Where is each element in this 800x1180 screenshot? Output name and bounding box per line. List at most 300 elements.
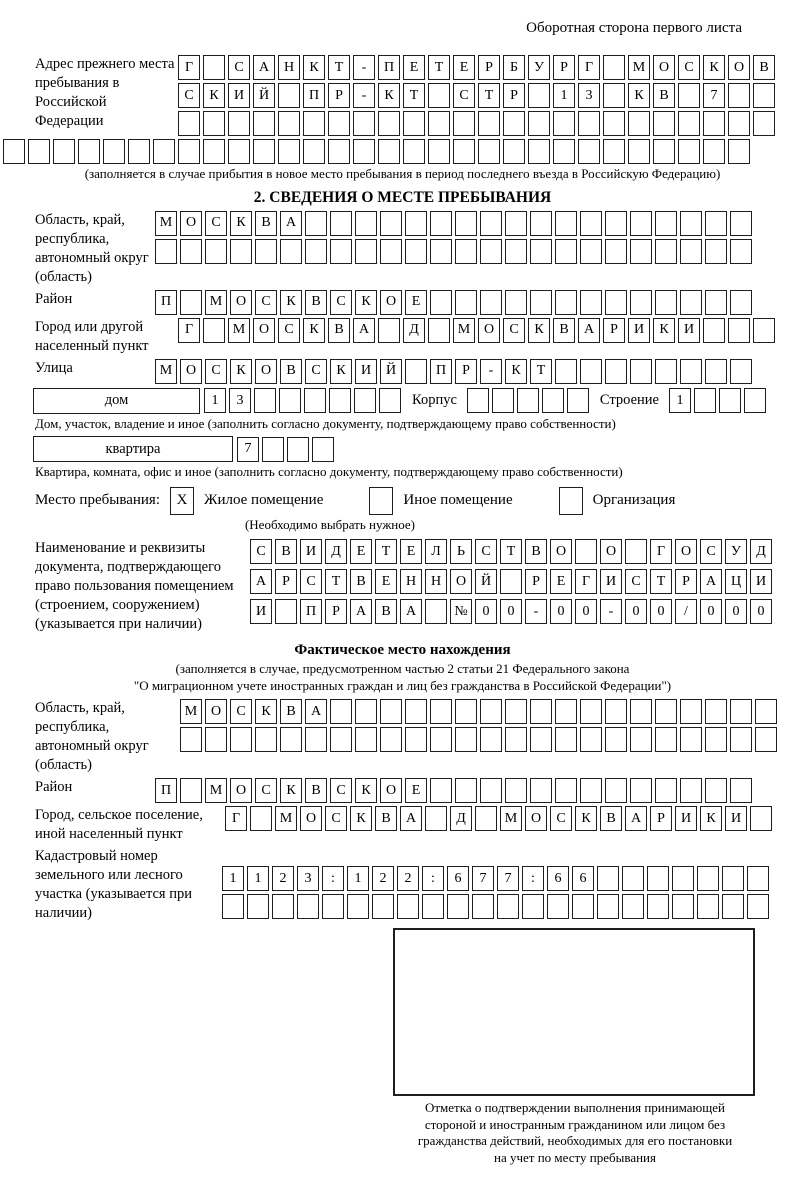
- char-cell[interactable]: [630, 699, 652, 724]
- char-cell[interactable]: [603, 55, 625, 80]
- char-cell[interactable]: [655, 239, 677, 264]
- char-cell[interactable]: Е: [453, 55, 475, 80]
- char-cell[interactable]: И: [675, 806, 697, 831]
- char-cell[interactable]: С: [228, 55, 250, 80]
- char-cell[interactable]: [354, 388, 376, 413]
- char-cell[interactable]: [203, 55, 225, 80]
- char-cell[interactable]: К: [378, 83, 400, 108]
- char-cell[interactable]: А: [350, 599, 372, 624]
- organizatsiya-checkbox[interactable]: [559, 487, 583, 515]
- char-cell[interactable]: [603, 139, 625, 164]
- char-cell[interactable]: Д: [450, 806, 472, 831]
- char-cell[interactable]: С: [255, 290, 277, 315]
- char-cell[interactable]: Р: [275, 569, 297, 594]
- char-cell[interactable]: 1: [553, 83, 575, 108]
- char-cell[interactable]: [247, 894, 269, 919]
- char-cell[interactable]: 1: [247, 866, 269, 891]
- char-cell[interactable]: Т: [650, 569, 672, 594]
- char-cell[interactable]: С: [325, 806, 347, 831]
- char-cell[interactable]: К: [700, 806, 722, 831]
- char-cell[interactable]: Б: [503, 55, 525, 80]
- char-cell[interactable]: 7: [497, 866, 519, 891]
- char-cell[interactable]: [230, 239, 252, 264]
- char-cell[interactable]: :: [322, 866, 344, 891]
- char-cell[interactable]: [205, 239, 227, 264]
- char-cell[interactable]: [322, 894, 344, 919]
- char-cell[interactable]: [255, 239, 277, 264]
- char-cell[interactable]: [380, 727, 402, 752]
- char-cell[interactable]: С: [330, 778, 352, 803]
- char-cell[interactable]: 7: [472, 866, 494, 891]
- char-cell[interactable]: И: [600, 569, 622, 594]
- char-cell[interactable]: [655, 699, 677, 724]
- char-cell[interactable]: У: [725, 539, 747, 564]
- char-cell[interactable]: [425, 599, 447, 624]
- char-cell[interactable]: [153, 139, 175, 164]
- char-cell[interactable]: [605, 778, 627, 803]
- char-cell[interactable]: П: [155, 290, 177, 315]
- char-cell[interactable]: [678, 139, 700, 164]
- char-cell[interactable]: М: [180, 699, 202, 724]
- char-cell[interactable]: [455, 727, 477, 752]
- char-cell[interactable]: [378, 111, 400, 136]
- char-cell[interactable]: [372, 894, 394, 919]
- char-cell[interactable]: [655, 211, 677, 236]
- char-cell[interactable]: К: [653, 318, 675, 343]
- char-cell[interactable]: :: [422, 866, 444, 891]
- char-cell[interactable]: [705, 699, 727, 724]
- char-cell[interactable]: С: [205, 359, 227, 384]
- char-cell[interactable]: [422, 894, 444, 919]
- char-cell[interactable]: М: [155, 359, 177, 384]
- char-cell[interactable]: К: [505, 359, 527, 384]
- char-cell[interactable]: [719, 388, 741, 413]
- char-cell[interactable]: [572, 894, 594, 919]
- char-cell[interactable]: [480, 290, 502, 315]
- char-cell[interactable]: [630, 778, 652, 803]
- char-cell[interactable]: /: [675, 599, 697, 624]
- char-cell[interactable]: В: [375, 599, 397, 624]
- char-cell[interactable]: [575, 539, 597, 564]
- char-cell[interactable]: [505, 290, 527, 315]
- char-cell[interactable]: О: [230, 290, 252, 315]
- char-cell[interactable]: [553, 111, 575, 136]
- char-cell[interactable]: [503, 139, 525, 164]
- char-cell[interactable]: [405, 239, 427, 264]
- char-cell[interactable]: Т: [478, 83, 500, 108]
- char-cell[interactable]: О: [180, 359, 202, 384]
- char-cell[interactable]: О: [380, 290, 402, 315]
- char-cell[interactable]: [622, 894, 644, 919]
- char-cell[interactable]: А: [400, 806, 422, 831]
- char-cell[interactable]: [353, 139, 375, 164]
- char-cell[interactable]: К: [255, 699, 277, 724]
- char-cell[interactable]: Д: [325, 539, 347, 564]
- char-cell[interactable]: [503, 111, 525, 136]
- char-cell[interactable]: Р: [455, 359, 477, 384]
- char-cell[interactable]: Й: [380, 359, 402, 384]
- char-cell[interactable]: 6: [572, 866, 594, 891]
- char-cell[interactable]: [430, 699, 452, 724]
- char-cell[interactable]: Е: [405, 778, 427, 803]
- char-cell[interactable]: [492, 388, 514, 413]
- char-cell[interactable]: 0: [700, 599, 722, 624]
- char-cell[interactable]: [730, 778, 752, 803]
- char-cell[interactable]: [405, 727, 427, 752]
- char-cell[interactable]: [705, 290, 727, 315]
- char-cell[interactable]: [555, 211, 577, 236]
- char-cell[interactable]: [603, 111, 625, 136]
- char-cell[interactable]: [747, 894, 769, 919]
- char-cell[interactable]: [505, 778, 527, 803]
- char-cell[interactable]: [744, 388, 766, 413]
- char-cell[interactable]: О: [230, 778, 252, 803]
- char-cell[interactable]: [597, 894, 619, 919]
- char-cell[interactable]: М: [453, 318, 475, 343]
- char-cell[interactable]: [517, 388, 539, 413]
- char-cell[interactable]: [703, 139, 725, 164]
- char-cell[interactable]: [180, 239, 202, 264]
- char-cell[interactable]: К: [230, 359, 252, 384]
- char-cell[interactable]: Р: [328, 83, 350, 108]
- char-cell[interactable]: 7: [703, 83, 725, 108]
- char-cell[interactable]: [480, 211, 502, 236]
- char-cell[interactable]: О: [253, 318, 275, 343]
- char-cell[interactable]: [430, 211, 452, 236]
- char-cell[interactable]: [522, 894, 544, 919]
- char-cell[interactable]: Т: [530, 359, 552, 384]
- char-cell[interactable]: П: [378, 55, 400, 80]
- char-cell[interactable]: К: [355, 778, 377, 803]
- char-cell[interactable]: М: [205, 290, 227, 315]
- char-cell[interactable]: 1: [222, 866, 244, 891]
- char-cell[interactable]: [480, 778, 502, 803]
- char-cell[interactable]: [405, 211, 427, 236]
- char-cell[interactable]: А: [305, 699, 327, 724]
- char-cell[interactable]: [397, 894, 419, 919]
- char-cell[interactable]: 3: [229, 388, 251, 413]
- char-cell[interactable]: [128, 139, 150, 164]
- char-cell[interactable]: В: [275, 539, 297, 564]
- char-cell[interactable]: Т: [325, 569, 347, 594]
- char-cell[interactable]: [730, 211, 752, 236]
- char-cell[interactable]: П: [155, 778, 177, 803]
- char-cell[interactable]: [555, 699, 577, 724]
- char-cell[interactable]: [728, 139, 750, 164]
- char-cell[interactable]: С: [700, 539, 722, 564]
- char-cell[interactable]: А: [700, 569, 722, 594]
- char-cell[interactable]: [505, 211, 527, 236]
- char-cell[interactable]: С: [278, 318, 300, 343]
- char-cell[interactable]: [305, 239, 327, 264]
- char-cell[interactable]: [730, 290, 752, 315]
- char-cell[interactable]: [580, 239, 602, 264]
- char-cell[interactable]: К: [528, 318, 550, 343]
- char-cell[interactable]: М: [228, 318, 250, 343]
- char-cell[interactable]: Р: [525, 569, 547, 594]
- char-cell[interactable]: [755, 727, 777, 752]
- char-cell[interactable]: Ь: [450, 539, 472, 564]
- char-cell[interactable]: К: [575, 806, 597, 831]
- char-cell[interactable]: [680, 290, 702, 315]
- char-cell[interactable]: [353, 111, 375, 136]
- char-cell[interactable]: 2: [372, 866, 394, 891]
- char-cell[interactable]: О: [525, 806, 547, 831]
- char-cell[interactable]: [605, 290, 627, 315]
- char-cell[interactable]: О: [675, 539, 697, 564]
- char-cell[interactable]: [430, 239, 452, 264]
- char-cell[interactable]: И: [628, 318, 650, 343]
- char-cell[interactable]: [380, 211, 402, 236]
- char-cell[interactable]: 0: [725, 599, 747, 624]
- char-cell[interactable]: [605, 239, 627, 264]
- char-cell[interactable]: В: [753, 55, 775, 80]
- char-cell[interactable]: [255, 727, 277, 752]
- char-cell[interactable]: О: [255, 359, 277, 384]
- char-cell[interactable]: 0: [750, 599, 772, 624]
- char-cell[interactable]: [703, 318, 725, 343]
- char-cell[interactable]: Е: [550, 569, 572, 594]
- char-cell[interactable]: [547, 894, 569, 919]
- char-cell[interactable]: К: [628, 83, 650, 108]
- char-cell[interactable]: М: [500, 806, 522, 831]
- char-cell[interactable]: 3: [297, 866, 319, 891]
- char-cell[interactable]: [329, 388, 351, 413]
- char-cell[interactable]: [750, 806, 772, 831]
- char-cell[interactable]: К: [355, 290, 377, 315]
- char-cell[interactable]: [475, 806, 497, 831]
- char-cell[interactable]: [403, 111, 425, 136]
- char-cell[interactable]: [330, 727, 352, 752]
- char-cell[interactable]: А: [280, 211, 302, 236]
- char-cell[interactable]: Е: [350, 539, 372, 564]
- char-cell[interactable]: [755, 699, 777, 724]
- char-cell[interactable]: :: [522, 866, 544, 891]
- char-cell[interactable]: [630, 239, 652, 264]
- char-cell[interactable]: [275, 599, 297, 624]
- char-cell[interactable]: 0: [475, 599, 497, 624]
- char-cell[interactable]: [278, 83, 300, 108]
- char-cell[interactable]: [655, 778, 677, 803]
- char-cell[interactable]: [279, 388, 301, 413]
- char-cell[interactable]: [530, 211, 552, 236]
- char-cell[interactable]: [705, 239, 727, 264]
- char-cell[interactable]: [555, 239, 577, 264]
- char-cell[interactable]: 0: [500, 599, 522, 624]
- char-cell[interactable]: [605, 359, 627, 384]
- char-cell[interactable]: А: [625, 806, 647, 831]
- char-cell[interactable]: [678, 111, 700, 136]
- char-cell[interactable]: Н: [425, 569, 447, 594]
- char-cell[interactable]: А: [253, 55, 275, 80]
- char-cell[interactable]: [472, 894, 494, 919]
- char-cell[interactable]: [428, 111, 450, 136]
- char-cell[interactable]: А: [578, 318, 600, 343]
- char-cell[interactable]: [428, 139, 450, 164]
- char-cell[interactable]: [455, 699, 477, 724]
- char-cell[interactable]: К: [280, 778, 302, 803]
- char-cell[interactable]: [180, 778, 202, 803]
- char-cell[interactable]: Т: [428, 55, 450, 80]
- char-cell[interactable]: 6: [547, 866, 569, 891]
- char-cell[interactable]: Г: [178, 55, 200, 80]
- char-cell[interactable]: [378, 318, 400, 343]
- char-cell[interactable]: [680, 239, 702, 264]
- char-cell[interactable]: [530, 239, 552, 264]
- char-cell[interactable]: [580, 359, 602, 384]
- char-cell[interactable]: [672, 894, 694, 919]
- char-cell[interactable]: В: [280, 699, 302, 724]
- char-cell[interactable]: 1: [204, 388, 226, 413]
- char-cell[interactable]: К: [350, 806, 372, 831]
- char-cell[interactable]: [203, 111, 225, 136]
- char-cell[interactable]: [605, 727, 627, 752]
- char-cell[interactable]: 7: [237, 437, 259, 462]
- char-cell[interactable]: [655, 727, 677, 752]
- char-cell[interactable]: О: [550, 539, 572, 564]
- char-cell[interactable]: О: [300, 806, 322, 831]
- char-cell[interactable]: [647, 866, 669, 891]
- char-cell[interactable]: К: [330, 359, 352, 384]
- char-cell[interactable]: В: [350, 569, 372, 594]
- char-cell[interactable]: №: [450, 599, 472, 624]
- char-cell[interactable]: [467, 388, 489, 413]
- char-cell[interactable]: К: [303, 55, 325, 80]
- char-cell[interactable]: [455, 239, 477, 264]
- char-cell[interactable]: И: [250, 599, 272, 624]
- char-cell[interactable]: [222, 894, 244, 919]
- char-cell[interactable]: 0: [575, 599, 597, 624]
- char-cell[interactable]: С: [178, 83, 200, 108]
- char-cell[interactable]: К: [280, 290, 302, 315]
- char-cell[interactable]: [680, 778, 702, 803]
- char-cell[interactable]: [653, 111, 675, 136]
- char-cell[interactable]: [380, 239, 402, 264]
- char-cell[interactable]: [330, 239, 352, 264]
- char-cell[interactable]: Р: [478, 55, 500, 80]
- char-cell[interactable]: [730, 239, 752, 264]
- char-cell[interactable]: [347, 894, 369, 919]
- char-cell[interactable]: -: [353, 83, 375, 108]
- char-cell[interactable]: С: [453, 83, 475, 108]
- char-cell[interactable]: В: [305, 778, 327, 803]
- char-cell[interactable]: [272, 894, 294, 919]
- char-cell[interactable]: О: [450, 569, 472, 594]
- char-cell[interactable]: С: [205, 211, 227, 236]
- char-cell[interactable]: В: [525, 539, 547, 564]
- char-cell[interactable]: [605, 699, 627, 724]
- char-cell[interactable]: [753, 111, 775, 136]
- char-cell[interactable]: Й: [253, 83, 275, 108]
- char-cell[interactable]: [728, 318, 750, 343]
- char-cell[interactable]: [312, 437, 334, 462]
- char-cell[interactable]: [580, 290, 602, 315]
- char-cell[interactable]: [330, 211, 352, 236]
- char-cell[interactable]: 1: [347, 866, 369, 891]
- char-cell[interactable]: [455, 778, 477, 803]
- char-cell[interactable]: [625, 539, 647, 564]
- char-cell[interactable]: [28, 139, 50, 164]
- char-cell[interactable]: С: [250, 539, 272, 564]
- char-cell[interactable]: [203, 318, 225, 343]
- char-cell[interactable]: 0: [550, 599, 572, 624]
- char-cell[interactable]: С: [475, 539, 497, 564]
- char-cell[interactable]: [530, 727, 552, 752]
- char-cell[interactable]: С: [550, 806, 572, 831]
- char-cell[interactable]: [628, 139, 650, 164]
- char-cell[interactable]: М: [275, 806, 297, 831]
- char-cell[interactable]: О: [380, 778, 402, 803]
- char-cell[interactable]: [555, 727, 577, 752]
- char-cell[interactable]: [478, 111, 500, 136]
- char-cell[interactable]: [753, 318, 775, 343]
- char-cell[interactable]: А: [400, 599, 422, 624]
- char-cell[interactable]: [703, 111, 725, 136]
- char-cell[interactable]: -: [600, 599, 622, 624]
- char-cell[interactable]: [603, 83, 625, 108]
- inoe-checkbox[interactable]: [369, 487, 393, 515]
- char-cell[interactable]: А: [250, 569, 272, 594]
- char-cell[interactable]: [555, 778, 577, 803]
- char-cell[interactable]: [230, 727, 252, 752]
- char-cell[interactable]: Н: [278, 55, 300, 80]
- char-cell[interactable]: [405, 699, 427, 724]
- char-cell[interactable]: [580, 699, 602, 724]
- char-cell[interactable]: Р: [650, 806, 672, 831]
- char-cell[interactable]: [597, 866, 619, 891]
- char-cell[interactable]: П: [303, 83, 325, 108]
- char-cell[interactable]: [455, 211, 477, 236]
- char-cell[interactable]: [722, 866, 744, 891]
- char-cell[interactable]: К: [303, 318, 325, 343]
- char-cell[interactable]: Н: [400, 569, 422, 594]
- char-cell[interactable]: [730, 699, 752, 724]
- char-cell[interactable]: [355, 727, 377, 752]
- char-cell[interactable]: И: [678, 318, 700, 343]
- char-cell[interactable]: [653, 139, 675, 164]
- char-cell[interactable]: В: [280, 359, 302, 384]
- char-cell[interactable]: Г: [225, 806, 247, 831]
- char-cell[interactable]: [328, 139, 350, 164]
- char-cell[interactable]: О: [478, 318, 500, 343]
- char-cell[interactable]: [505, 699, 527, 724]
- char-cell[interactable]: В: [653, 83, 675, 108]
- char-cell[interactable]: О: [728, 55, 750, 80]
- char-cell[interactable]: [697, 866, 719, 891]
- char-cell[interactable]: [555, 359, 577, 384]
- char-cell[interactable]: [178, 111, 200, 136]
- char-cell[interactable]: [630, 211, 652, 236]
- char-cell[interactable]: Т: [500, 539, 522, 564]
- char-cell[interactable]: [730, 727, 752, 752]
- char-cell[interactable]: 3: [578, 83, 600, 108]
- char-cell[interactable]: [228, 111, 250, 136]
- char-cell[interactable]: О: [653, 55, 675, 80]
- char-cell[interactable]: Е: [403, 55, 425, 80]
- char-cell[interactable]: [428, 83, 450, 108]
- char-cell[interactable]: [578, 111, 600, 136]
- char-cell[interactable]: [330, 699, 352, 724]
- char-cell[interactable]: И: [300, 539, 322, 564]
- char-cell[interactable]: Й: [475, 569, 497, 594]
- char-cell[interactable]: У: [528, 55, 550, 80]
- char-cell[interactable]: [630, 359, 652, 384]
- char-cell[interactable]: Т: [403, 83, 425, 108]
- char-cell[interactable]: -: [480, 359, 502, 384]
- char-cell[interactable]: [278, 111, 300, 136]
- char-cell[interactable]: [280, 239, 302, 264]
- char-cell[interactable]: [453, 139, 475, 164]
